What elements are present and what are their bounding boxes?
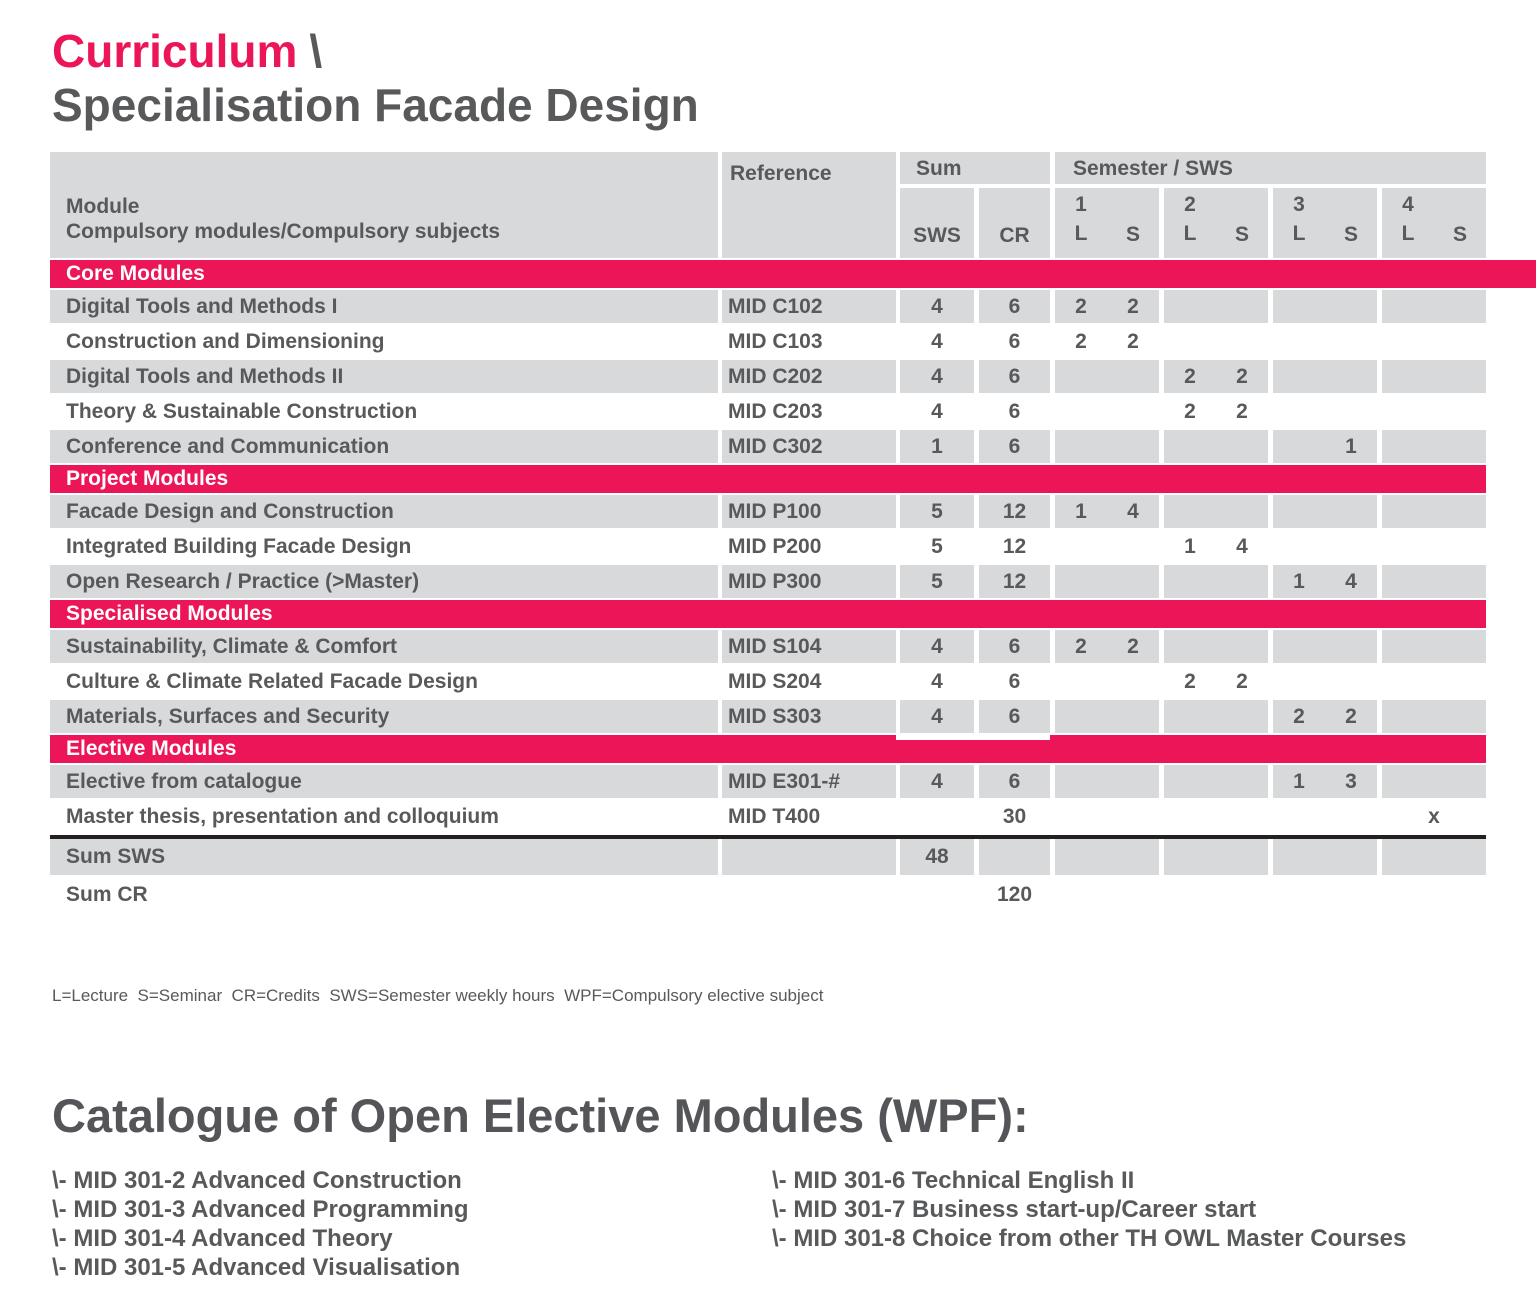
semester-2-header-cell xyxy=(1159,188,1268,258)
semester-cell xyxy=(1050,360,1107,393)
semester-3-header-cell xyxy=(1268,188,1377,258)
sum-sws-value-cell: 48 xyxy=(896,839,974,875)
reference-cell: MID P100 xyxy=(718,495,896,528)
semester-cell xyxy=(1434,839,1486,875)
semester-cell xyxy=(1050,395,1107,428)
semester-cell xyxy=(1377,877,1434,913)
semester-2-number: 2 xyxy=(1184,193,1196,216)
catalogue-left-column xyxy=(52,1166,772,1282)
catalogue-item: \- MID 301-5 Advanced Visualisation xyxy=(52,1254,461,1281)
semester-2-seminar-label: S xyxy=(1234,223,1249,246)
semester-cell xyxy=(1216,630,1268,663)
page-subtitle: Specialisation Facade Design xyxy=(52,79,699,131)
semester-2-lecture-header xyxy=(1164,188,1216,258)
semester-cell xyxy=(1434,360,1486,393)
reference-cell: MID S204 xyxy=(718,665,896,698)
module-name-cell: Integrated Building Facade Design xyxy=(66,534,412,558)
semester-cell xyxy=(1325,877,1377,913)
semester-cell: 1 xyxy=(1268,565,1325,598)
reference-cell: MID P200 xyxy=(718,530,896,563)
catalogue-item: \- MID 301-3 Advanced Programming xyxy=(52,1196,469,1223)
semester-cell xyxy=(1107,800,1159,833)
semester-cell xyxy=(1050,430,1107,463)
semester-1-lecture-label: L xyxy=(1074,222,1088,245)
reference-cell: MID E301-# xyxy=(718,765,896,798)
reference-cell: MID C103 xyxy=(718,325,896,358)
semester-cell xyxy=(1268,530,1325,563)
sws-cell: 4 xyxy=(896,360,974,393)
semester-cell xyxy=(1107,877,1159,913)
semester-cell xyxy=(1268,360,1325,393)
semester-cell xyxy=(1268,630,1325,663)
catalogue-right-column xyxy=(772,1166,1492,1282)
cr-cell: 6 xyxy=(974,630,1050,663)
module-name-cell: Digital Tools and Methods II xyxy=(66,364,344,388)
semester-cell xyxy=(1434,495,1486,528)
semester-cell xyxy=(1107,565,1159,598)
module-name-cell: Open Research / Practice (>Master) xyxy=(66,569,420,593)
semester-cell xyxy=(1434,395,1486,428)
semester-cell xyxy=(1050,839,1107,875)
semester-cell xyxy=(1377,430,1434,463)
reference-cell: MID C102 xyxy=(718,290,896,323)
semester-cell xyxy=(1268,665,1325,698)
semester-cell xyxy=(1159,877,1216,913)
semester-cell xyxy=(1268,495,1325,528)
module-name-cell: Sustainability, Climate & Comfort xyxy=(66,634,397,658)
semester-cell: 4 xyxy=(1345,569,1357,593)
semester-cell xyxy=(1434,630,1486,663)
semester-4-merged-cell: x xyxy=(1377,800,1486,833)
cr-cell: 12 xyxy=(974,530,1050,563)
reference-cell: MID P300 xyxy=(718,565,896,598)
semester-cell xyxy=(1159,765,1216,798)
semester-cell xyxy=(1216,700,1268,733)
semester-cell xyxy=(1268,290,1325,323)
table-row xyxy=(50,765,1486,800)
semester-cell xyxy=(1107,765,1159,798)
semester-cell xyxy=(1216,800,1268,833)
semester-cell xyxy=(1377,395,1434,428)
table-body xyxy=(50,260,1486,915)
semester-cell xyxy=(1268,395,1325,428)
semester-cell xyxy=(1377,530,1434,563)
catalogue-item: \- MID 301-7 Business start-up/Career start xyxy=(772,1196,1257,1223)
semester-cell: 1 xyxy=(1345,434,1357,458)
reference-header-cell: Reference xyxy=(718,152,896,258)
sws-cell: 4 xyxy=(896,290,974,323)
semester-cell xyxy=(1050,800,1107,833)
section-band: Specialised Modules xyxy=(50,600,1486,630)
sws-cell: 4 xyxy=(896,700,974,733)
module-name-cell: Conference and Communication xyxy=(66,434,390,458)
cr-cell: 12 xyxy=(974,565,1050,598)
semester-cell xyxy=(1377,700,1434,733)
sum-label-cell: Sum CR xyxy=(66,883,148,906)
semester-cell: 2 xyxy=(1127,634,1139,658)
sws-cell: 4 xyxy=(896,665,974,698)
reference-cell xyxy=(718,839,896,875)
semester-cell xyxy=(1159,290,1216,323)
module-name-cell: Materials, Surfaces and Security xyxy=(66,704,390,728)
semester-cell xyxy=(1268,800,1325,833)
semester-cell xyxy=(1107,839,1159,875)
sws-cell: 5 xyxy=(896,565,974,598)
catalogue-title: Catalogue of Open Elective Modules (WPF): xyxy=(52,1089,1029,1142)
semester-4-lecture-label: L xyxy=(1401,222,1415,245)
semester-4-lecture-header xyxy=(1382,188,1434,258)
semester-cell: 2 xyxy=(1345,704,1357,728)
semester-4-header-cell xyxy=(1377,188,1486,258)
semester-cell xyxy=(1159,800,1216,833)
semester-cell xyxy=(1050,877,1107,913)
semester-2-lecture-label: L xyxy=(1183,222,1197,245)
semester-cell xyxy=(1216,430,1268,463)
semester-cell xyxy=(1050,765,1107,798)
semester-cell xyxy=(1216,325,1268,358)
table-row xyxy=(50,530,1486,565)
cr-cell: 6 xyxy=(974,765,1050,798)
semester-cell: 2 xyxy=(1127,294,1139,318)
catalogue-item: \- MID 301-4 Advanced Theory xyxy=(52,1225,393,1252)
semester-cell xyxy=(1325,395,1377,428)
semester-cell xyxy=(1050,530,1107,563)
semester-cell xyxy=(1377,839,1434,875)
semester-1-number: 1 xyxy=(1075,193,1087,216)
module-name-cell: Master thesis, presentation and colloquium xyxy=(66,804,499,828)
semester-cell xyxy=(1325,325,1377,358)
semester-cell xyxy=(1377,325,1434,358)
semester-cell: 4 xyxy=(1127,499,1139,523)
semester-cell: 1 xyxy=(1050,495,1107,528)
semester-cell xyxy=(1159,630,1216,663)
section-band: Project Modules xyxy=(50,465,1486,495)
semester-cell: 2 xyxy=(1050,630,1107,663)
semester-cell xyxy=(1159,700,1216,733)
module-name-cell: Theory & Sustainable Construction xyxy=(66,399,418,423)
table-row xyxy=(50,430,1486,465)
sum-header-cell: Sum xyxy=(896,152,1050,188)
semester-cell xyxy=(1434,765,1486,798)
cr-header-cell: CR xyxy=(974,188,1050,258)
semester-cell xyxy=(1216,495,1268,528)
semester-cell: 2 xyxy=(1236,669,1248,693)
semester-cell: 2 xyxy=(1050,325,1107,358)
semester-cell xyxy=(1434,530,1486,563)
semester-cell: 3 xyxy=(1345,769,1357,793)
cr-cell: 6 xyxy=(974,430,1050,463)
semester-cell xyxy=(1325,839,1377,875)
semester-cell: 2 xyxy=(1236,364,1248,388)
semester-cell xyxy=(1325,360,1377,393)
reference-cell: MID C203 xyxy=(718,395,896,428)
semester-cell: 1 xyxy=(1268,765,1325,798)
reference-cell: MID S104 xyxy=(718,630,896,663)
semester-cell xyxy=(1216,565,1268,598)
semester-cell xyxy=(1159,839,1216,875)
table-row xyxy=(50,395,1486,430)
semester-cell xyxy=(1107,430,1159,463)
semester-cell xyxy=(1434,290,1486,323)
sum-row xyxy=(50,877,1486,915)
semester-cell xyxy=(1107,530,1159,563)
cr-cell: 30 xyxy=(974,800,1050,833)
semester-cell xyxy=(1325,495,1377,528)
cr-cell: 6 xyxy=(974,700,1050,733)
cr-cell: 6 xyxy=(974,290,1050,323)
sum-cr-value-cell xyxy=(974,839,1050,875)
module-name-cell: Elective from catalogue xyxy=(66,769,302,793)
curriculum-table xyxy=(50,152,1486,915)
semester-cell xyxy=(1434,665,1486,698)
table-row xyxy=(50,290,1486,325)
semester-cell xyxy=(1107,700,1159,733)
legend-text: L=Lecture S=Seminar CR=Credits SWS=Semester weekly hours WPF=Compulsory elective subject xyxy=(52,986,824,1005)
sws-cell xyxy=(896,800,974,833)
page-title-main: Curriculum xyxy=(52,25,298,77)
semester-cell xyxy=(1377,290,1434,323)
semester-3-lecture-label: L xyxy=(1292,222,1306,245)
catalogue-list xyxy=(52,1166,1492,1282)
reference-cell: MID T400 xyxy=(718,800,896,833)
semester-cell xyxy=(1434,565,1486,598)
semester-cell xyxy=(1216,877,1268,913)
sws-cell: 4 xyxy=(896,765,974,798)
module-header-line1: Module xyxy=(66,195,140,218)
sum-label-cell: Sum SWS xyxy=(66,845,166,868)
semester-cell xyxy=(1050,700,1107,733)
module-header-line2: Compulsory modules/Compulsory subjects xyxy=(66,220,501,243)
semester-cell xyxy=(1377,630,1434,663)
semester-cell xyxy=(1377,360,1434,393)
semester-3-seminar-label: S xyxy=(1343,223,1358,246)
semester-cell xyxy=(1216,290,1268,323)
sws-cell: 4 xyxy=(896,630,974,663)
semester-cell xyxy=(1377,665,1434,698)
table-row xyxy=(50,700,1486,735)
semester-cell: 2 xyxy=(1050,290,1107,323)
table-row xyxy=(50,630,1486,665)
catalogue-item: \- MID 301-2 Advanced Construction xyxy=(52,1167,462,1194)
page-title-slash: \ xyxy=(309,25,323,77)
semester-cell xyxy=(1325,665,1377,698)
semester-cell xyxy=(1434,700,1486,733)
table-header xyxy=(50,152,1486,260)
semester-cell xyxy=(1268,877,1325,913)
table-row xyxy=(50,495,1486,530)
module-name-cell: Culture & Climate Related Facade Design xyxy=(66,669,478,693)
semester-cell xyxy=(1325,630,1377,663)
semester-cell xyxy=(1107,360,1159,393)
sws-cell: 4 xyxy=(896,395,974,428)
sws-cell: 5 xyxy=(896,530,974,563)
semester-4-seminar-label: S xyxy=(1452,223,1467,246)
reference-cell: MID S303 xyxy=(718,700,896,733)
catalogue-item: \- MID 301-6 Technical English II xyxy=(772,1167,1135,1194)
semester-cell xyxy=(1434,430,1486,463)
reference-cell: MID C202 xyxy=(718,360,896,393)
cr-cell: 6 xyxy=(974,395,1050,428)
semester-cell: 2 xyxy=(1159,395,1216,428)
table-row xyxy=(50,325,1486,360)
catalogue-item: \- MID 301-8 Choice from other TH OWL Master Courses xyxy=(772,1225,1407,1252)
semester-cell: 2 xyxy=(1159,360,1216,393)
sws-cell: 4 xyxy=(896,325,974,358)
semester-cell xyxy=(1377,565,1434,598)
page-title xyxy=(52,26,322,76)
semester-cell xyxy=(1159,495,1216,528)
table-row xyxy=(50,800,1486,835)
cr-cell: 12 xyxy=(974,495,1050,528)
semester-cell xyxy=(1268,839,1325,875)
semester-cell: 1 xyxy=(1159,530,1216,563)
semester-cell xyxy=(1325,800,1377,833)
semester-3-number: 3 xyxy=(1293,193,1305,216)
module-name-cell: Digital Tools and Methods I xyxy=(66,294,338,318)
sum-sws-value-cell xyxy=(896,877,974,913)
semester-cell: 2 xyxy=(1127,329,1139,353)
semester-cell xyxy=(1107,665,1159,698)
reference-cell xyxy=(718,877,896,913)
semester-1-lecture-header xyxy=(1055,188,1107,258)
semester-cell: 2 xyxy=(1159,665,1216,698)
semester-cell xyxy=(1377,495,1434,528)
semester-cell xyxy=(1159,565,1216,598)
semester-cell xyxy=(1377,765,1434,798)
section-band: Core Modules xyxy=(50,260,1536,290)
semester-cell: 4 xyxy=(1236,534,1248,558)
semester-3-lecture-header xyxy=(1273,188,1325,258)
semester-cell xyxy=(1159,430,1216,463)
sws-cell: 5 xyxy=(896,495,974,528)
semester-1-seminar-label: S xyxy=(1125,223,1140,246)
semester-cell xyxy=(1050,665,1107,698)
sws-header-cell: SWS xyxy=(896,188,974,258)
table-row xyxy=(50,360,1486,395)
semester-cell xyxy=(1107,395,1159,428)
table-row xyxy=(50,565,1486,600)
semester-4-number: 4 xyxy=(1402,193,1414,216)
module-name-cell: Facade Design and Construction xyxy=(66,499,394,523)
section-band: Elective Modules xyxy=(50,735,1486,765)
semester-cell xyxy=(1268,325,1325,358)
cr-cell: 6 xyxy=(974,360,1050,393)
reference-cell: MID C302 xyxy=(718,430,896,463)
semester-cell xyxy=(1434,877,1486,913)
sum-row xyxy=(50,839,1486,877)
cr-cell: 6 xyxy=(974,325,1050,358)
sum-cr-value-cell: 120 xyxy=(974,877,1050,913)
semester-cell xyxy=(1325,290,1377,323)
semester-cell xyxy=(1216,839,1268,875)
semester-cell xyxy=(1216,765,1268,798)
semester-cell: 2 xyxy=(1268,700,1325,733)
module-header-cell xyxy=(50,152,718,258)
semester-1-header-cell xyxy=(1050,188,1159,258)
semester-cell xyxy=(1434,325,1486,358)
semester-cell xyxy=(1159,325,1216,358)
semester-cell xyxy=(1325,530,1377,563)
semester-cell: 2 xyxy=(1236,399,1248,423)
semester-cell xyxy=(1050,565,1107,598)
module-name-cell: Construction and Dimensioning xyxy=(66,329,385,353)
semester-cell xyxy=(1268,430,1325,463)
semester-sws-header-cell: Semester / SWS xyxy=(1050,152,1486,188)
cr-cell: 6 xyxy=(974,665,1050,698)
sws-cell: 1 xyxy=(896,430,974,463)
table-row xyxy=(50,665,1486,700)
